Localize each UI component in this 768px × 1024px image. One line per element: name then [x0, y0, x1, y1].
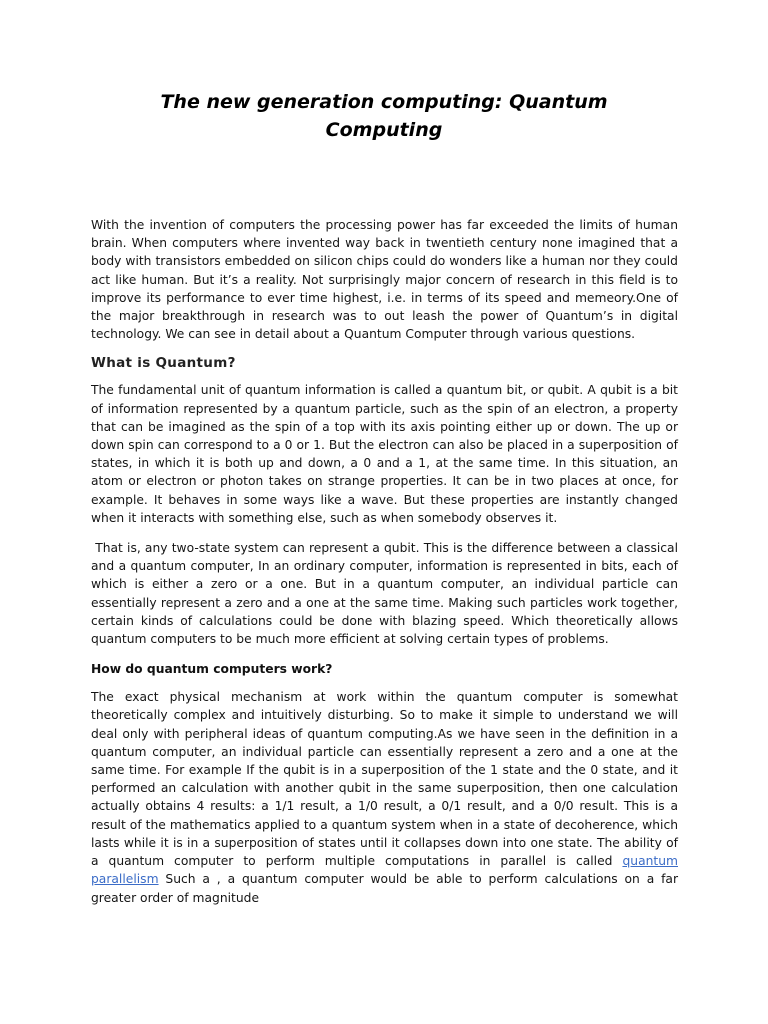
mechanism-text-end: Such a , a quantum computer would be able to perform calculations on a far greater order of magnitude [91, 872, 678, 905]
qubit-paragraph: That is, any two-state system can represent a qubit. This is the difference between a classical and a quantum computer, In an ordinary computer, information is represented in bits, each of which is either a zero or a one. But in a quantum computer, an individual particle can essentially represent a zero and a one at the same time. Making such particles work together, certain kinds of calculations could be done with blazing speed. Which theoretically allows quantum computers to be much more efficient at solving certain types of problems. [91, 541, 682, 647]
intro-paragraph: With the invention of computers the processing power has far exceeded the limits of human brain. When computers where invented way back in twentieth century none imagined that a body with transistors embedded on silicon chips could do wonders like a human nor they could act like human. But it’s a reality. Not surprisingly major concern of research in this field is to improve its performance to ever time highest, i.e. in terms of its speed and memeory.One of the major breakthrough in research was to out leash the power of Quantum’s in digital technology. We can see in detail about a Quantum Computer through various questions. [91, 218, 678, 342]
mechanism-paragraph [91, 688, 678, 906]
mechanism-text-start: The exact physical mechanism at work within the quantum computer is somewhat theoretically complex and intuitively disturbing. So to make it simple to understand we will deal only with peripheral ideas of quantum computing.As we have seen in the definition in a quantum computer, an individual particle can essentially represent a zero and a one at the same time. For example If the qubit is in a superposition of the 1 state and the 0 state, and it performed an calculation with another qubit in the same superposition, then one calculation actually obtains 4 results: a 1/1 result, a 1/0 result, a 0/1 result, and a 0/0 result. This is a result of the mathematics applied to a quantum system when in a state of decoherence, which lasts while it is in a superposition of states until it collapses down into one state. The ability of a quantum computer to perform multiple computations in parallel is called [91, 690, 678, 869]
section-heading-what-is-quantum: What is Quantum? [91, 355, 236, 372]
document-title: The new generation computing: Quantum Computing [160, 91, 608, 141]
section-heading-how-quantum-works: How do quantum computers work? [91, 662, 333, 677]
quantum-parallelism-link[interactable]: quantum parallelism [91, 854, 678, 887]
document-body [91, 216, 682, 907]
quantum-definition-paragraph: The fundamental unit of quantum information is called a quantum bit, or qubit. A qubit is a bit of information represented by a quantum particle, such as the spin of an electron, a property that can be imagined as the spin of a top with its axis pointing either up or down. The up or down spin can correspond to a 0 or 1. But the electron can also be placed in a superposition of states, in which it is both up and down, a 0 and a 1, at the same time. In this situation, an atom or electron or photon takes on strange properties. It can be in two places at once, for example. It behaves in some ways like a wave. But these properties are instantly changed when it interacts with something else, such as when somebody observes it. [91, 383, 678, 525]
